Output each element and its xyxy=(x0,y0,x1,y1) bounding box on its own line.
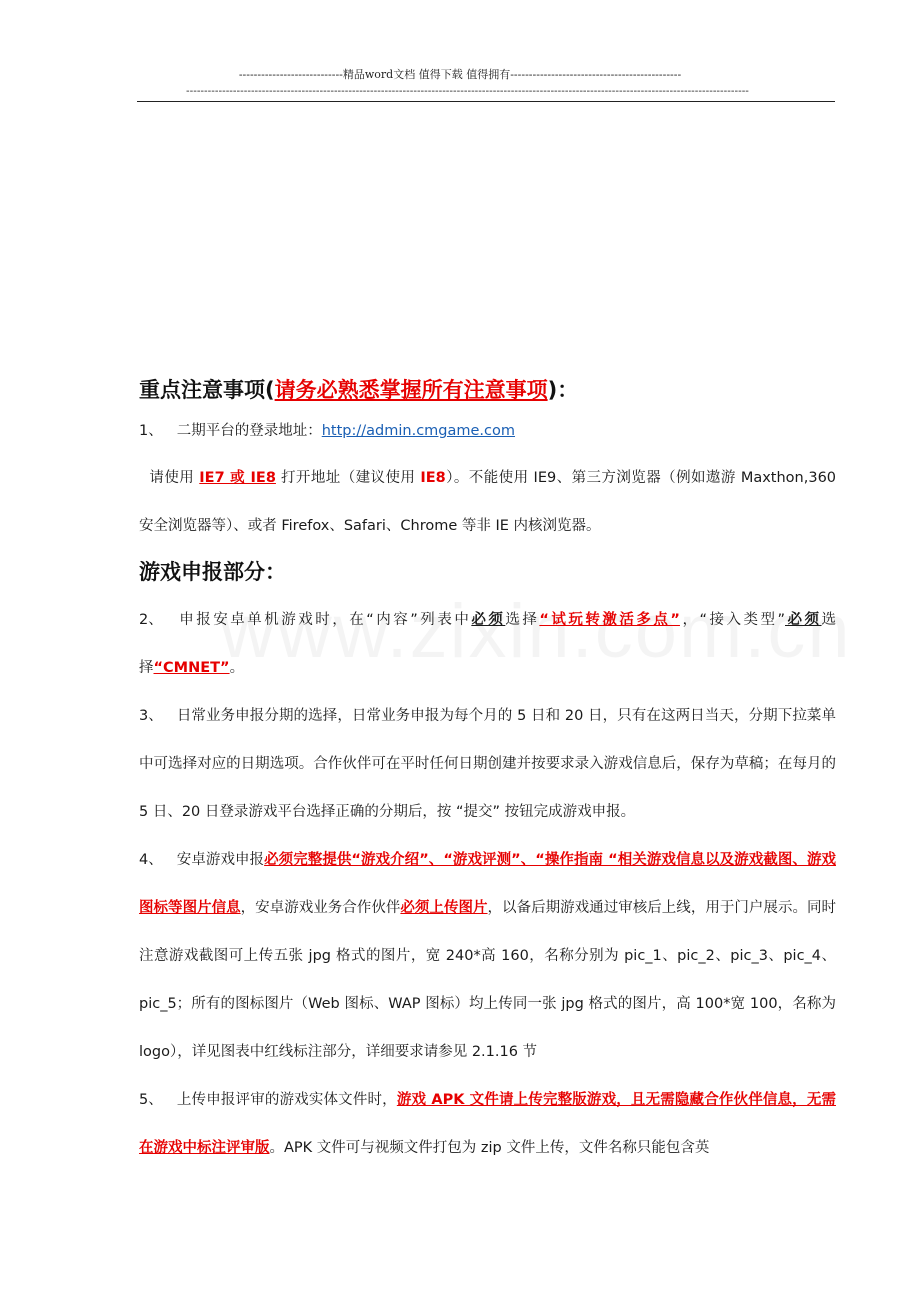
item-2-text-2: 选择 xyxy=(505,612,540,628)
item-3-number: 3、 xyxy=(139,708,163,724)
item-2-must-2: 必须 xyxy=(785,612,822,628)
item-5-text-1: 上传申报评审的游戏实体文件时， xyxy=(176,1092,397,1108)
item-1-text: 二期平台的登录地址： xyxy=(176,423,322,439)
browser-note-ie7-ie8: IE7 或 IE8 xyxy=(199,470,276,486)
item-2-text-5: 。 xyxy=(229,660,245,676)
login-url-link[interactable]: http://admin.cmgame.com xyxy=(321,423,516,439)
item-3 xyxy=(139,692,836,836)
item-3-text: 日常业务申报分期的选择，日常业务申报为每个月的 5 日和 20 日，只有在这两日当天，分期下拉菜单中可选择对应的日期选项。合作伙伴可在平时任何日期创建并按要求录入游戏信息后，保存为草稿；在每月的 5 日、20 日登录游戏平台选择正确的分期后，按 “提交” 按钮完成游戏申报。 xyxy=(139,708,836,820)
item-4-text-1: 安卓游戏申报 xyxy=(176,852,265,868)
page-header-dashes: ------------------------------------------------------------------------------------------------------------------------------------------------------------ xyxy=(186,86,749,97)
heading-key-notes-end: )： xyxy=(547,378,579,402)
item-4-required-info: 必须完整提供“游戏介绍”、“游戏评测”、“操作指南 “相关游戏信息以及游戏截图、游戏图标等图片信息 xyxy=(139,852,836,916)
item-2-text-3: ，“接入类型” xyxy=(679,612,786,628)
item-2-text-4: 选择 xyxy=(139,612,837,676)
item-1-number: 1、 xyxy=(139,423,163,439)
browser-note-ie8: IE8 xyxy=(420,470,446,486)
item-1 xyxy=(139,418,836,444)
item-5-text-2: 。APK 文件可与视频文件打包为 zip 文件上传，文件名称只能包含英 xyxy=(269,1140,710,1156)
document-body xyxy=(139,372,836,1172)
heading-key-notes xyxy=(139,372,836,408)
browser-note-text-3: ）。不能使用 IE9、第三方浏览器（例如遨游 Maxthon,360 安全浏览器等）、或者 Firefox、Safari、Chrome 等非 IE 内核浏览器。 xyxy=(139,470,837,534)
item-4-text-2: ，安卓游戏业务合作伙伴 xyxy=(240,900,401,916)
item-2-trial-activation: “试玩转激活多点” xyxy=(539,612,680,628)
item-2 xyxy=(139,596,836,692)
item-2-text-1: 申报安卓单机游戏时，在“内容”列表中 xyxy=(176,612,472,628)
header-rule xyxy=(137,101,835,102)
item-4-must-upload: 必须上传图片 xyxy=(400,900,488,916)
page-header-text: ----------------------------精品word文档 值得下载 值得拥有---------------------------------------------- xyxy=(238,68,682,81)
item-4-number: 4、 xyxy=(139,852,163,868)
item-2-must-1: 必须 xyxy=(471,612,506,628)
item-4-text-3: ，以备后期游戏通过审核后上线，用于门户展示。同时注意游戏截图可上传五张 jpg 格式的图片，宽 240*高 160，名称分别为 pic_1、pic_2、pic_3、pic_4、pic_5；所有的图标图片（Web 图标、WAP 图标）均上传同一张 jpg 格式的图片，高 100*宽 100，名称为 logo），详见图表中红线标注部分，详细要求请参见 2.1.16 节 xyxy=(139,900,837,1060)
heading-key-notes-main: 重点注意事项( xyxy=(139,378,275,402)
browser-note-text-2: 打开地址（建议使用 xyxy=(275,470,421,486)
browser-note-text-1: 请使用 xyxy=(149,470,200,486)
item-2-number: 2、 xyxy=(139,612,163,628)
item-5-full-apk: 游戏 APK 文件请上传完整版游戏，且无需隐藏合作伙伴信息，无需在游戏中标注评审版 xyxy=(139,1092,836,1156)
heading-key-notes-emphasis: 请务必熟悉掌握所有注意事项 xyxy=(274,378,548,402)
heading-game-application: 游戏申报部分： xyxy=(139,560,286,584)
browser-note xyxy=(139,454,836,550)
item-5-number: 5、 xyxy=(139,1092,163,1108)
item-4 xyxy=(139,836,836,1076)
item-2-cmnet: “CMNET” xyxy=(153,660,230,676)
item-5 xyxy=(139,1076,836,1172)
